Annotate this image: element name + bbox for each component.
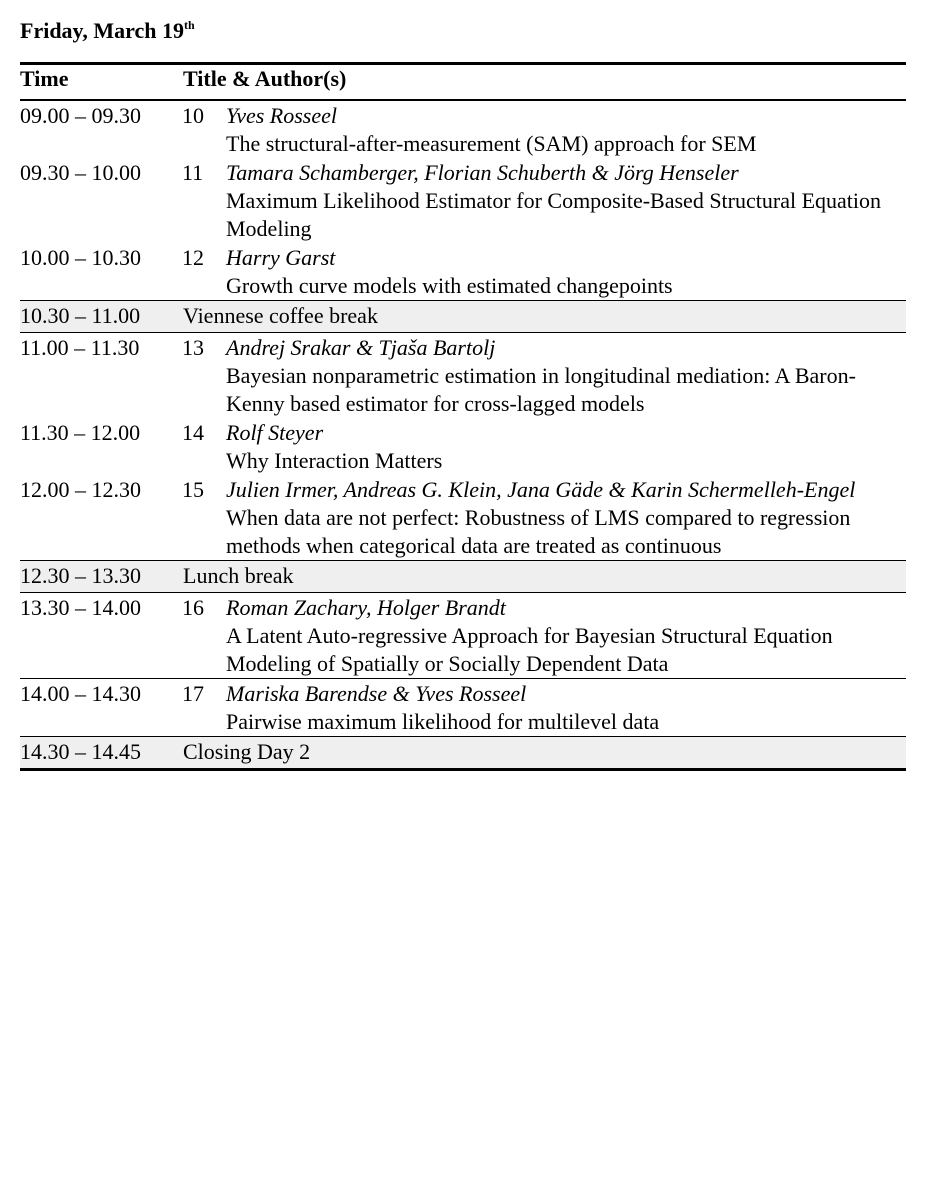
talk-title: Bayesian nonparametric estimation in longitudinal mediation: A Baron-Kenny based estimator for cross-lagged models (226, 363, 856, 416)
talk-authors: Roman Zachary, Holger Brandt (226, 593, 906, 623)
talk-title: When data are not perfect: Robustness of LMS compared to regression methods when categorical data are treated as continuous (226, 505, 851, 558)
talk-number: 16 (182, 593, 226, 679)
talk-title: The structural-after-measurement (SAM) approach for SEM (226, 131, 757, 156)
talk-authors: Andrej Srakar & Tjaša Bartolj (226, 333, 906, 363)
talk-number: 11 (182, 160, 204, 185)
break-row (20, 737, 906, 770)
break-time: 10.30 – 11.00 (20, 301, 182, 333)
talk-title: Growth curve models with estimated changepoints (226, 273, 673, 298)
talk-title: A Latent Auto-regressive Approach for Bayesian Structural Equation Modeling of Spatially or Socially Dependent Data (226, 623, 833, 676)
talk-row (20, 593, 906, 623)
talk-row (20, 100, 906, 130)
schedule-table (20, 62, 906, 771)
talk-row (20, 243, 906, 272)
talk-time: 09.30 – 10.00 (20, 160, 141, 185)
talk-time: 11.30 – 12.00 (20, 420, 141, 445)
talk-row (20, 679, 906, 709)
talk-time: 14.00 – 14.30 (20, 679, 182, 737)
talk-number: 12 (182, 245, 204, 270)
break-time: 12.30 – 13.30 (20, 561, 182, 593)
talk-number: 15 (182, 477, 204, 502)
talk-authors: Yves Rosseel (226, 103, 338, 128)
talk-number: 13 (182, 333, 226, 419)
break-time: 14.30 – 14.45 (20, 737, 182, 770)
talk-time: 09.00 – 09.30 (20, 103, 141, 128)
talk-authors: Harry Garst (226, 245, 336, 270)
talk-row (20, 418, 906, 447)
day-heading: Friday, March 19th (20, 18, 195, 43)
talk-title: Maximum Likelihood Estimator for Composite-Based Structural Equation Modeling (226, 188, 882, 241)
talk-time: 10.00 – 10.30 (20, 245, 141, 270)
talk-number: 17 (182, 679, 226, 737)
break-row (20, 301, 906, 333)
break-label: Lunch break (182, 561, 906, 593)
talk-title: Why Interaction Matters (226, 448, 443, 473)
break-label: Viennese coffee break (182, 301, 906, 333)
talk-authors: Mariska Barendse & Yves Rosseel (226, 679, 906, 709)
talk-authors: Julien Irmer, Andreas G. Klein, Jana Gäde & Karin Schermelleh-Engel (226, 477, 856, 502)
talk-authors: Rolf Steyer (226, 420, 324, 445)
talk-row (20, 158, 906, 187)
break-label: Closing Day 2 (182, 737, 906, 770)
talk-title: Pairwise maximum likelihood for multilevel data (226, 709, 660, 734)
talk-number: 10 (182, 103, 204, 128)
table-header-row (20, 64, 906, 101)
day-ordinal-suffix: th (183, 18, 195, 32)
talk-number: 14 (182, 420, 204, 445)
break-row (20, 561, 906, 593)
header-title-authors: Title & Author(s) (183, 66, 347, 91)
talk-row (20, 333, 906, 363)
talk-authors: Tamara Schamberger, Florian Schuberth & Jörg Henseler (226, 160, 739, 185)
talk-time: 12.00 – 12.30 (20, 477, 141, 502)
header-time: Time (20, 66, 69, 91)
talk-row (20, 475, 906, 504)
talk-time: 13.30 – 14.00 (20, 593, 182, 679)
talk-time: 11.00 – 11.30 (20, 333, 182, 419)
